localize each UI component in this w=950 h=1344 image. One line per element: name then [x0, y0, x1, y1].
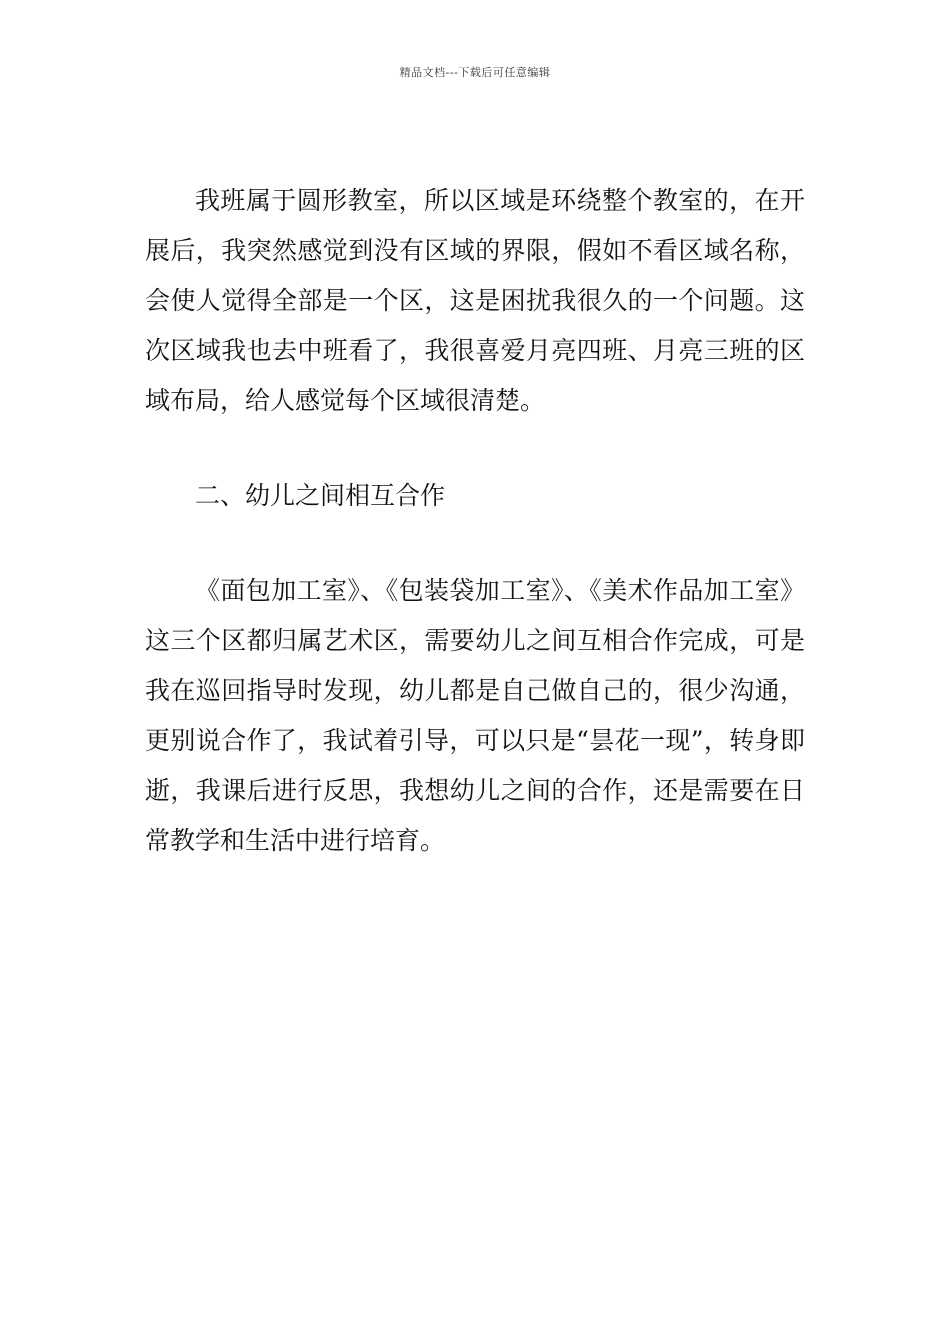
document-body — [145, 176, 805, 866]
page-header: 精品文档---下载后可任意编辑 — [399, 66, 551, 79]
paragraph-classroom-layout: 我班属于圆形教室，所以区域是环绕整个教室的，在开展后，我突然感觉到没有区域的界限，假如不看区域名称，会使人觉得全部是一个区，这是困扰我很久的一个问题。这次区域我也去中班看了，我很喜爱月亮四班、月亮三班的区域布局，给人感觉每个区域很清楚。 — [145, 186, 805, 415]
section-heading-cooperation: 二、幼儿之间相互合作 — [195, 481, 446, 510]
paragraph-cooperation: 《面包加工室》、《包装袋加工室》、《美术作品加工室》这三个区都归属艺术区，需要幼儿之间互相合作完成，可是我在巡回指导时发现，幼儿都是自己做自己的，很少沟通，更别说合作了，我试着引导，可以只是“昙花一现”，转身即逝，我课后进行反思，我想幼儿之间的合作，还是需要在日常教学和生活中进行培育。 — [145, 576, 805, 855]
